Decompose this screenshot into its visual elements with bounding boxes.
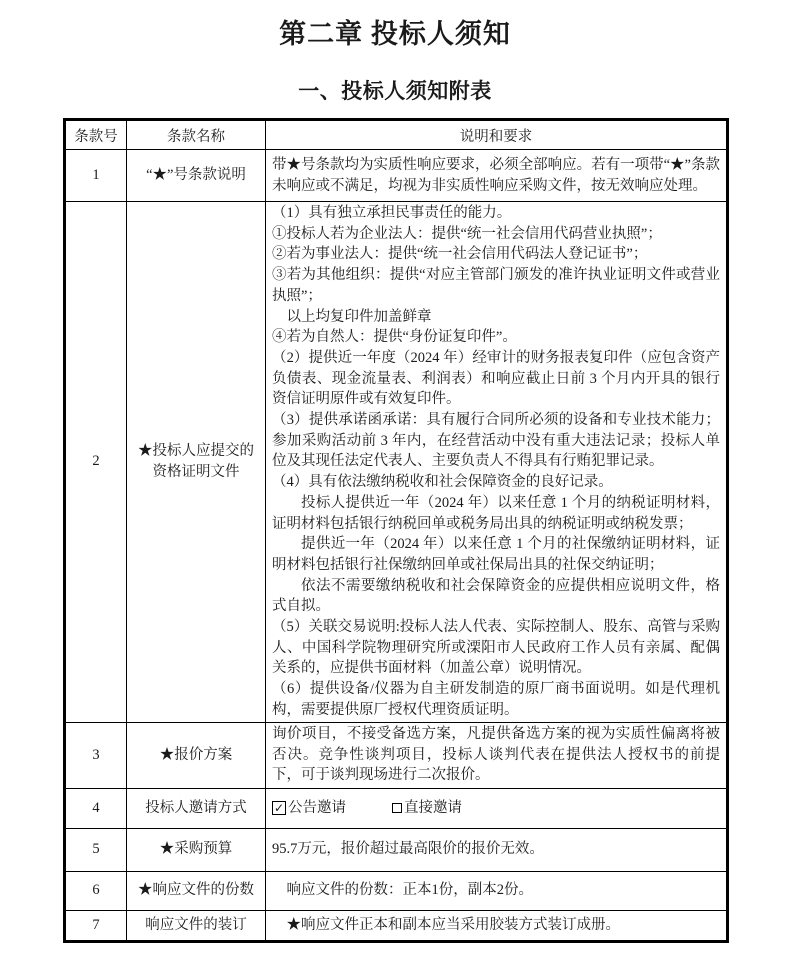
- clause-description: [266, 828, 728, 871]
- invitation-options: [272, 798, 720, 819]
- clause-description: [266, 788, 728, 828]
- clause-paragraph: ★响应文件正本和副本应当采用胶装方式装订成册。: [286, 916, 620, 933]
- header-clause-name: 条款名称: [127, 120, 266, 150]
- clause-number: 3: [65, 722, 127, 788]
- header-clause-no: 条款号: [65, 120, 127, 150]
- clause-number: 5: [65, 828, 127, 871]
- clause-paragraph: （4）具有依法缴纳税收和社会保障资金的良好记录。: [272, 474, 613, 491]
- table-header-row: [65, 120, 728, 150]
- clause-description: [266, 202, 728, 723]
- section-title: 一、投标人须知附表: [298, 79, 492, 103]
- checkbox-label: 直接邀请: [404, 799, 462, 816]
- document-page: [0, 12, 790, 969]
- clause-description: [266, 871, 728, 910]
- checkbox-label: 公告邀请: [288, 799, 346, 816]
- clause-name: ★采购预算: [127, 828, 266, 871]
- clause-paragraph: ②若为事业法人：提供“统一社会信用代码法人登记证书”；: [272, 246, 648, 263]
- checkbox-option[interactable]: [392, 798, 462, 819]
- clause-number: 2: [65, 202, 127, 723]
- clause-paragraph: ①投标人若为企业法人：提供“统一社会信用代码营业执照”；: [272, 225, 662, 242]
- clause-number: 4: [65, 788, 127, 828]
- table-row: [65, 871, 728, 910]
- clause-name: “★”号条款说明: [127, 150, 266, 202]
- chapter-title: 第二章 投标人须知: [279, 19, 511, 49]
- clause-number: 1: [65, 150, 127, 202]
- clause-paragraph: 询价项目，不接受备选方案，凡提供备选方案的视为实质性偏离将被否决。竞争性谈判项目，投标人谈判代表在提供法人授权书的前提下，可于谈判现场进行二次报价。: [272, 726, 720, 784]
- table-row: [65, 910, 728, 941]
- clause-name: ★投标人应提交的资格证明文件: [127, 202, 266, 723]
- clause-paragraph: 带★号条款均为实质性响应要求，必须全部响应。若有一项带“★”条款未响应或不满足，均视为非实质性响应采购文件，按无效响应处理。: [272, 156, 720, 194]
- clause-paragraph: （2）提供近一年度（2024 年）经审计的财务报表复印件（应包含资产负债表、现金流量表、利润表）和响应截止日前 3 个月内开具的银行资信证明原件或有效复印件。: [272, 349, 720, 408]
- checkbox-option[interactable]: [272, 798, 346, 819]
- table-body: [65, 150, 728, 942]
- clause-number: 6: [65, 871, 127, 910]
- clause-paragraph: （1）具有独立承担民事责任的能力。: [272, 205, 512, 221]
- clause-paragraph: ④若为自然人：提供“身份证复印件”。: [272, 329, 517, 346]
- clause-name: ★报价方案: [127, 722, 266, 788]
- clause-paragraph: （5）关联交易说明:投标人法人代表、实际控制人、股东、高管与采购人、中国科学院物理研究所或溧阳市人民政府工作人员有亲属、配偶关系的，应提供书面材料（加盖公章）说明情况。: [272, 619, 720, 677]
- table-row: [65, 788, 728, 828]
- clause-name: ★响应文件的份数: [127, 871, 266, 910]
- clause-description: [266, 150, 728, 202]
- header-description: 说明和要求: [266, 120, 728, 150]
- bidder-notice-table: [63, 118, 729, 943]
- clause-paragraph: （6）提供设备/仪器为自主研发制造的原厂商书面说明。如是代理机构，需要提供原厂授权代理资质证明。: [272, 681, 720, 718]
- clause-number: 7: [65, 910, 127, 941]
- clause-paragraph: 投标人提供近一年（2024 年）以来任意 1 个月的纳税证明材料，证明材料包括银行纳税回单或税务局出具的纳税证明或纳税发票；: [272, 494, 720, 532]
- clause-paragraph: 提供近一年（2024 年）以来任意 1 个月的社保缴纳证明材料，证明材料包括银行社保缴纳回单或社保局出具的社保交纳证明；: [272, 536, 720, 573]
- clause-paragraph: 响应文件的份数：正本1份，副本2份。: [286, 882, 533, 899]
- clause-paragraph: （3）提供承诺函承诺：具有履行合同所必须的设备和专业技术能力；参加采购活动前 3 年内，在经营活动中没有重大违法记录；投标人单位及其现任法定代表人、主要负责人不得具有行贿犯罪记录。: [272, 412, 720, 470]
- clause-name: 响应文件的装订: [127, 910, 266, 941]
- clause-paragraph: ③若为其他组织：提供“对应主管部门颁发的准许执业证明文件或营业执照”；: [272, 267, 720, 304]
- clause-paragraph: 依法不需要缴纳税收和社会保障资金的应提供相应说明文件，格式自拟。: [272, 577, 720, 615]
- table-row: [65, 202, 728, 723]
- checkbox-unchecked-icon[interactable]: [392, 803, 402, 813]
- clause-paragraph: 95.7万元，报价超过最高限价的报价无效。: [272, 841, 544, 858]
- clause-description: [266, 722, 728, 788]
- table-row: [65, 722, 728, 788]
- table-row: [65, 150, 728, 202]
- table-row: [65, 828, 728, 871]
- clause-name: 投标人邀请方式: [127, 788, 266, 828]
- checkbox-checked-icon[interactable]: ✓: [273, 801, 285, 816]
- clause-paragraph: 以上均复印件加盖鲜章: [286, 308, 432, 325]
- clause-description: [266, 910, 728, 941]
